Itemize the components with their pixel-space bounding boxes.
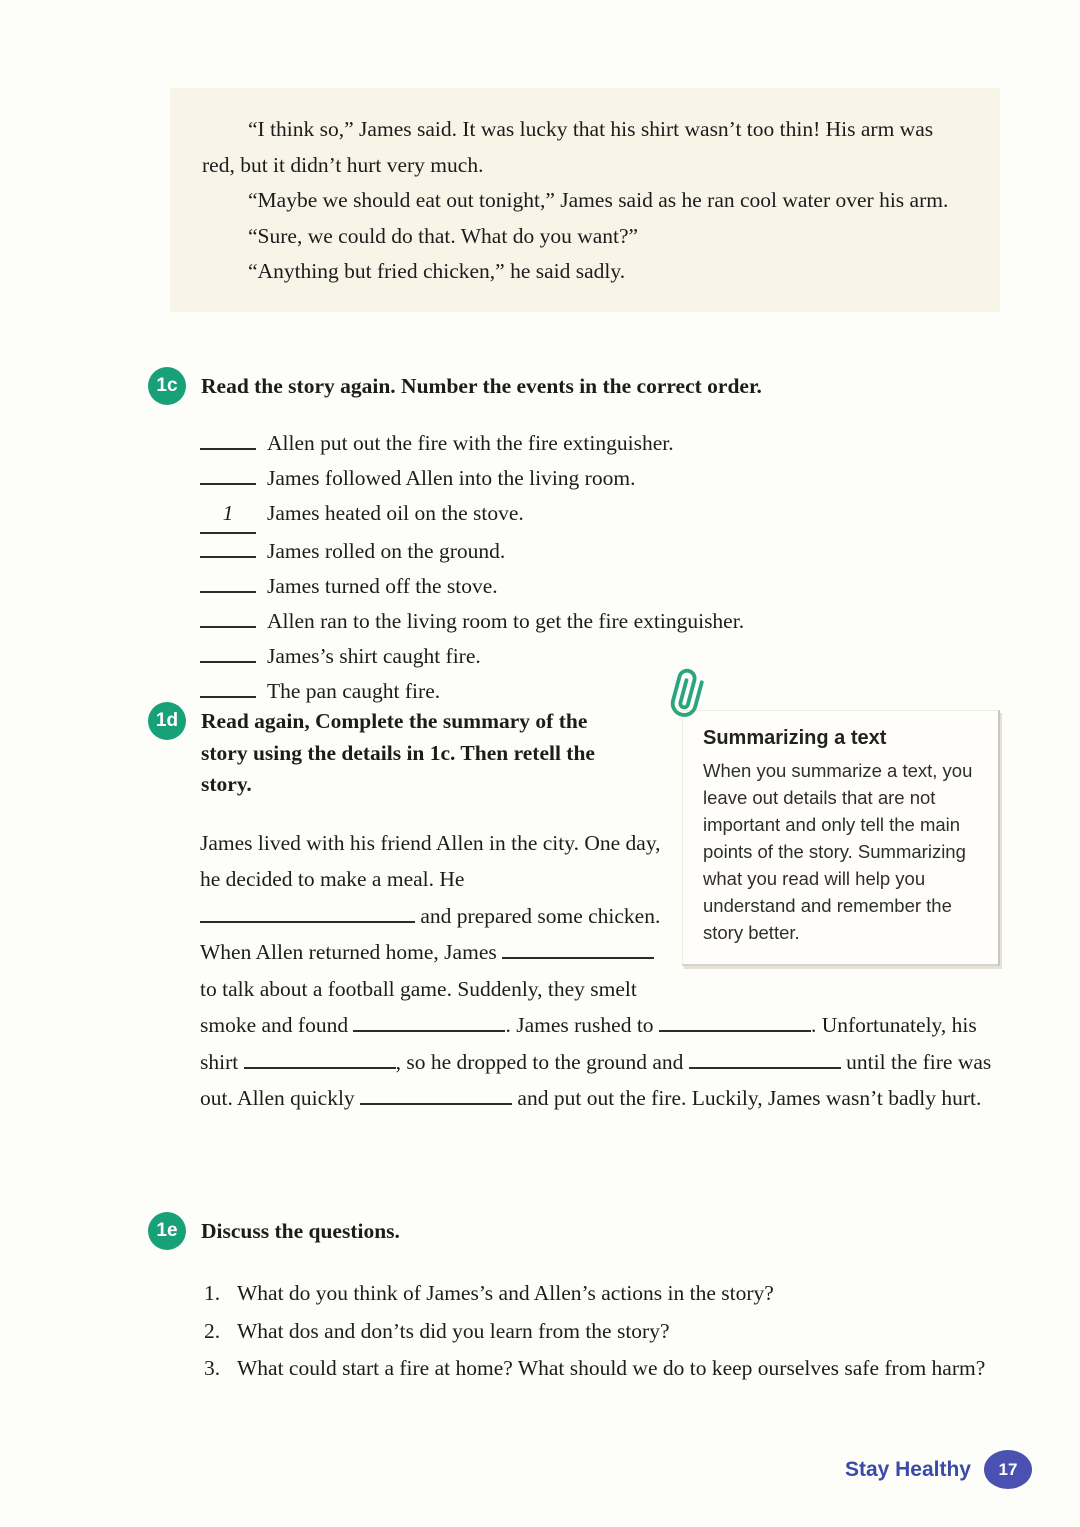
summary-answer-blank[interactable]: [200, 921, 415, 923]
question-number: 3.: [204, 1356, 221, 1380]
story-text: [202, 112, 970, 290]
event-text: James rolled on the ground.: [267, 538, 506, 563]
event-item: [200, 604, 1004, 639]
event-text: James followed Allen into the living room.: [267, 466, 636, 491]
tip-box-body: When you summarize a text, you leave out details that are not important and only tell the main points of the story. Summarizing what you read will help you understand and remember the story better.: [703, 760, 973, 943]
exercise-1e-badge: 1e: [148, 1212, 186, 1250]
exercise-1e-title: Discuss the questions.: [201, 1219, 400, 1243]
summary-answer-blank[interactable]: [353, 1030, 505, 1032]
question-item: [204, 1313, 1020, 1351]
events-list: [200, 426, 1004, 710]
summary-paragraph: James lived with his friend Allen in the city. One day, he decided to make a meal. He and prepared some chicken. When Allen returned home, James to talk about a football game. Suddenly, they smelt smoke and found . James rushed to . Unfortunately, his shirt , so he dropped to the ground and until the fire was out. Allen quickly and put out the fire. Luckily, James wasn’t badly hurt.: [200, 830, 992, 1110]
unit-title: Stay Healthy: [844, 1457, 971, 1481]
event-text: The pan caught fire.: [267, 679, 441, 704]
tip-box: [682, 710, 1000, 966]
event-text: Allen ran to the living room to get the fire extinguisher.: [267, 609, 745, 634]
order-answer-blank[interactable]: [200, 661, 256, 663]
question-item: [204, 1350, 1020, 1388]
story-excerpt: [170, 88, 1000, 312]
page-footer: [845, 1450, 1032, 1489]
exercise-1d-header: [148, 702, 666, 801]
story-paragraph: “I think so,” James said. It was lucky that his shirt wasn’t too thin! His arm was red, but it didn’t hurt very much.: [202, 117, 934, 177]
summary-answer-blank[interactable]: [244, 1067, 396, 1069]
event-item: [200, 461, 1004, 496]
event-text: James’s shirt caught fire.: [267, 644, 481, 669]
question-text: What dos and don’ts did you learn from the story?: [237, 1318, 670, 1343]
order-answer-blank[interactable]: [200, 483, 256, 485]
order-answer-blank[interactable]: [200, 626, 256, 628]
order-answer-blank[interactable]: [200, 696, 256, 698]
summary-answer-blank[interactable]: [502, 957, 654, 959]
exercise-1d-badge: 1d: [148, 702, 186, 740]
order-answer-blank[interactable]: 1: [200, 496, 256, 533]
story-paragraph: “Sure, we could do that. What do you want?”: [248, 223, 639, 248]
exercise-1c-title: Read the story again. Number the events in the correct order.: [201, 374, 762, 398]
page-number-badge: 17: [984, 1450, 1032, 1489]
questions-list: [204, 1275, 1020, 1388]
event-item: [200, 639, 1004, 674]
summary-answer-blank[interactable]: [659, 1030, 811, 1032]
summary-answer-blank[interactable]: [689, 1067, 841, 1069]
story-paragraph: “Maybe we should eat out tonight,” James said as he ran cool water over his arm.: [248, 188, 949, 212]
exercise-1c: [148, 367, 1004, 710]
question-text: What could start a fire at home? What should we do to keep ourselves safe from harm?: [237, 1356, 986, 1380]
exercise-1e: [148, 1212, 1020, 1388]
exercise-1d: [148, 702, 1000, 1117]
event-item: [200, 426, 1004, 461]
order-answer-blank[interactable]: [200, 448, 256, 450]
event-text: James turned off the stove.: [267, 573, 498, 598]
event-text: Allen put out the fire with the fire extinguisher.: [267, 431, 674, 455]
event-item: [200, 534, 1004, 569]
event-text: James heated oil on the stove.: [267, 501, 524, 526]
exercise-1c-header: [148, 367, 1004, 405]
order-answer-blank[interactable]: [200, 591, 256, 593]
question-number: 2.: [204, 1318, 221, 1343]
question-text: What do you think of James’s and Allen’s actions in the story?: [237, 1281, 774, 1305]
tip-box-container: [682, 710, 1000, 966]
question-item: [204, 1275, 1020, 1313]
order-answer-blank[interactable]: [200, 556, 256, 558]
event-item: [200, 569, 1004, 604]
exercise-1e-header: [148, 1212, 1020, 1250]
summary-answer-blank[interactable]: [360, 1103, 512, 1105]
tip-box-title: Summarizing a text: [703, 727, 887, 749]
event-item: [200, 496, 1004, 533]
exercise-1c-badge: 1c: [148, 367, 186, 405]
exercise-1d-title: Read again, Complete the summary of the story using the details in 1c. Then retell the story.: [201, 709, 595, 796]
story-paragraph: “Anything but fried chicken,” he said sadly.: [248, 259, 626, 283]
question-number: 1.: [204, 1281, 221, 1305]
